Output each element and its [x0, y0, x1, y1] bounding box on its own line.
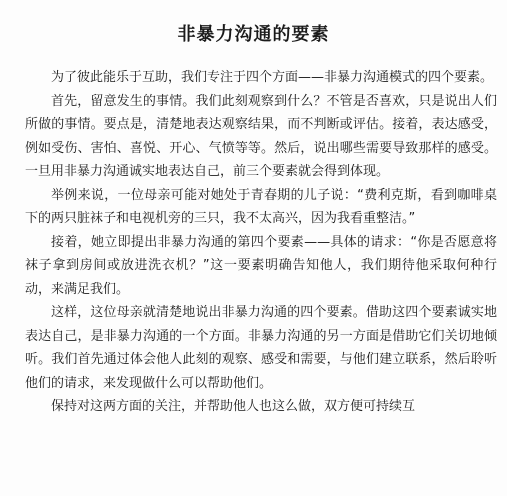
paragraph-intro: 为了彼此能乐于互助，我们专注于四个方面——非暴力沟通模式的四个要素。 — [51, 70, 494, 85]
document-body — [25, 66, 497, 419]
paragraph-request: 接着，她立即提出非暴力沟通的第四个要素——具体的请求：“你是否愿意将袜子拿到房间或放进洗衣机？”这一要素明确告知他人，我们期待他采取何种行动，来满足我们。 — [25, 234, 497, 297]
paragraph-summary: 这样，这位母亲就清楚地说出非暴力沟通的四个要素。借助这四个要素诚实地表达自己，是非暴力沟通的一个方面。非暴力沟通的另一方面是借助它们关切地倾听。我们首先通过体会他人此刻的观察、感受和需要，与他们建立联系，然后聆听他们的请求，来发现做什么可以帮助他们。 — [25, 305, 497, 391]
paragraph-observation: 首先，留意发生的事情。我们此刻观察到什么？不管是否喜欢，只是说出人们所做的事情。要点是，清楚地表达观察结果，而不判断或评估。接着，表达感受，例如受伤、害怕、喜悦、开心、气愤等等。然后，说出哪些需要导致那样的感受。一旦用非暴力沟通诚实地表达自己，前三个要素就会得到体现。 — [25, 93, 497, 179]
paragraph-closing: 保持对这两方面的关注，并帮助他人也这么做，双方便可持续互 — [51, 399, 416, 414]
paragraph-example: 举例来说，一位母亲可能对她处于青春期的儿子说：“费利克斯，看到咖啡桌下的两只脏袜子和电视机旁的三只，我不太高兴，因为我看重整洁。” — [25, 187, 497, 226]
document-title: 非暴力沟通的要素 — [177, 24, 330, 45]
